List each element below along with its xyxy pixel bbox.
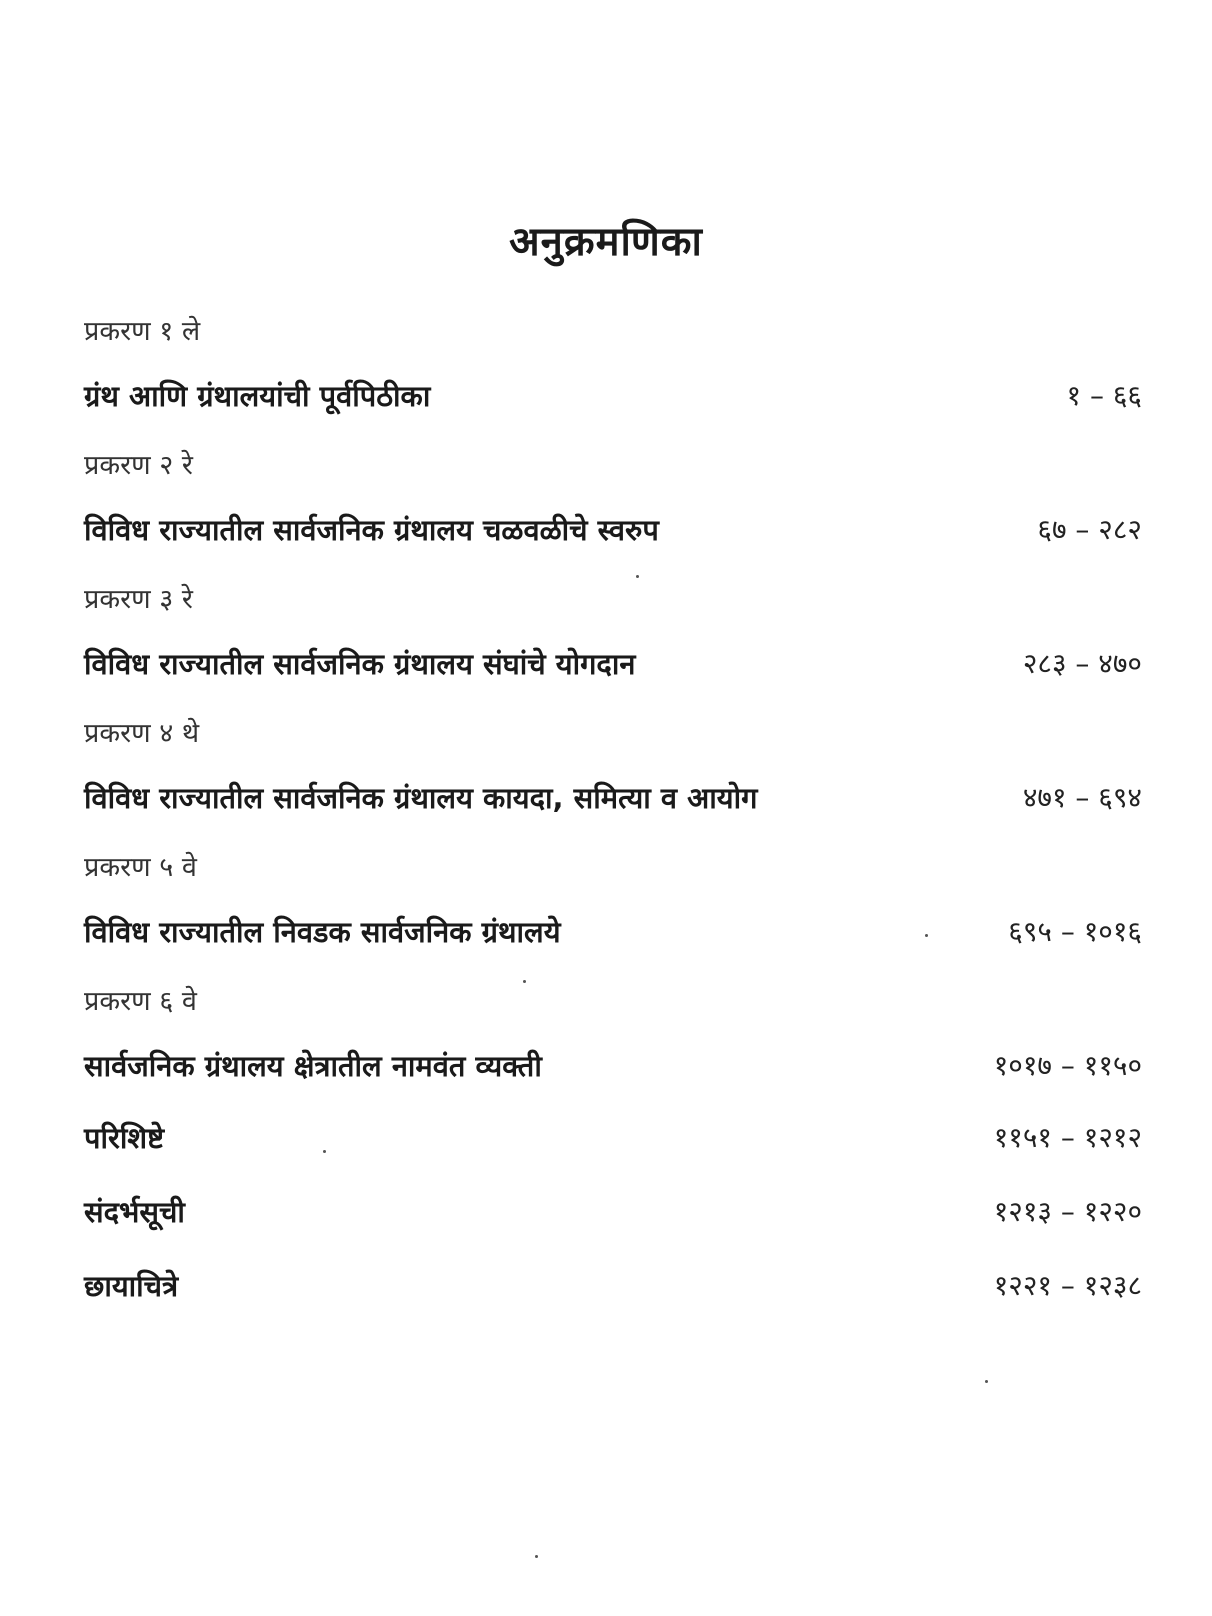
section-title: छायाचित्रे — [84, 1269, 179, 1303]
chapter-1 — [84, 312, 1142, 418]
chapter-title: विविध राज्यातील निवडक सार्वजनिक ग्रंथालये — [84, 915, 561, 949]
chapter-6 — [84, 982, 1142, 1088]
toc-entry — [84, 776, 1142, 820]
chapter-label: प्रकरण ४ थे — [84, 718, 200, 749]
scan-speck — [985, 1380, 988, 1383]
scan-speck — [323, 1150, 326, 1153]
toc-entry — [84, 374, 1142, 418]
chapter-title: ग्रंथ आणि ग्रंथालयांची पूर्वपिठीका — [84, 379, 431, 413]
chapter-title: विविध राज्यातील सार्वजनिक ग्रंथालय संघांचे योगदान — [84, 647, 636, 681]
chapter-3 — [84, 580, 1142, 686]
page-range: १०१७ – ११५० — [993, 1049, 1142, 1082]
toc-entry — [84, 1044, 1142, 1088]
toc-entry — [84, 910, 1142, 954]
chapter-label: प्रकरण ५ वे — [84, 852, 197, 883]
scan-speck — [636, 575, 639, 578]
scan-speck — [535, 1555, 538, 1558]
chapter-label: प्रकरण १ ले — [84, 316, 201, 347]
section-title: संदर्भसूची — [84, 1195, 185, 1229]
chapter-title: विविध राज्यातील सार्वजनिक ग्रंथालय कायदा, समित्या व आयोग — [84, 781, 758, 815]
chapter-label: प्रकरण २ रे — [84, 450, 193, 481]
chapter-title: विविध राज्यातील सार्वजनिक ग्रंथालय चळवळीचे स्वरुप — [84, 513, 659, 547]
chapter-label: प्रकरण ६ वे — [84, 986, 197, 1017]
page-range: ४७१ – ६९४ — [1022, 781, 1142, 814]
page-range: १ – ६६ — [1066, 379, 1142, 412]
chapter-title: सार्वजनिक ग्रंथालय क्षेत्रातील नामवंत व्यक्ती — [84, 1049, 542, 1083]
table-of-contents — [84, 312, 1142, 1338]
toc-entry-appendices — [84, 1116, 1142, 1160]
page-range: ६९५ – १०१६ — [1008, 915, 1142, 948]
page-range: १२२१ – १२३८ — [993, 1269, 1142, 1302]
toc-entry-photographs — [84, 1264, 1142, 1308]
chapter-4 — [84, 714, 1142, 820]
chapter-5 — [84, 848, 1142, 954]
chapter-label: प्रकरण ३ रे — [84, 584, 193, 615]
section-title: परिशिष्टे — [84, 1121, 165, 1155]
page-range: १२१३ – १२२० — [993, 1195, 1142, 1228]
chapter-2 — [84, 446, 1142, 552]
scan-speck — [925, 934, 928, 937]
page-range: २८३ – ४७० — [1022, 647, 1142, 680]
toc-entry — [84, 642, 1142, 686]
scan-speck — [523, 980, 526, 983]
toc-entry-bibliography — [84, 1190, 1142, 1234]
page-title: अनुक्रमणिका — [509, 219, 703, 265]
page-range: ११५१ – १२१२ — [993, 1121, 1142, 1154]
page-range: ६७ – २८२ — [1037, 513, 1142, 546]
toc-entry — [84, 508, 1142, 552]
